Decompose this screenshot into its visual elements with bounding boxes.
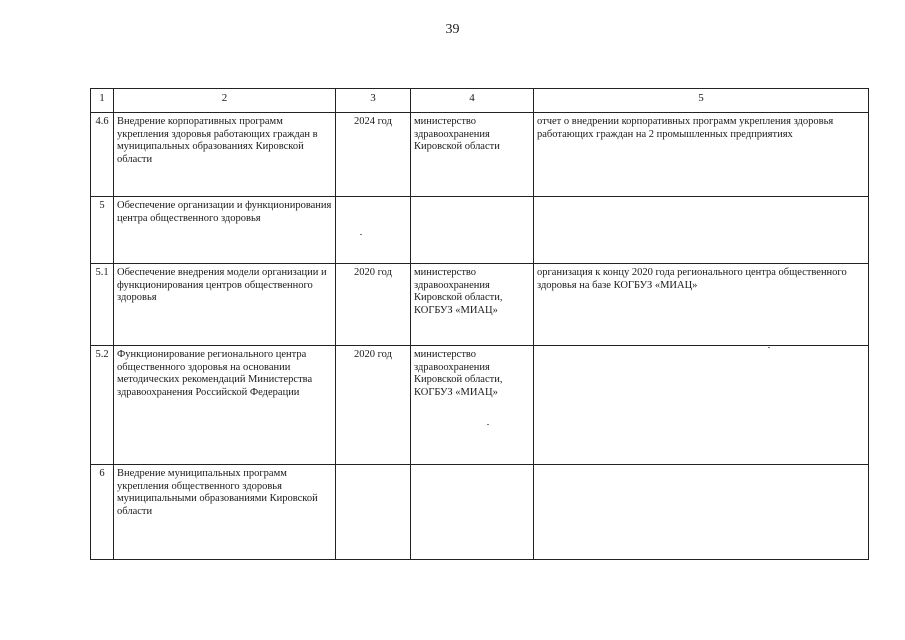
- table-row: [91, 346, 869, 465]
- scan-speck: [487, 424, 489, 425]
- event-cell: Функционирование регионального центра общественного здоровья на основании методических рекомендаций Министерства здравоохранения Российской Федерации: [114, 346, 336, 465]
- scan-speck: [360, 234, 362, 235]
- result-cell: организация к концу 2020 года регионального центра общественного здоровья на базе КОГБУЗ «МИАЦ»: [534, 264, 869, 346]
- row-number: 5.1: [91, 264, 114, 346]
- responsible-cell: министерство здравоохранения Кировской области, КОГБУЗ «МИАЦ»: [411, 264, 534, 346]
- responsible-cell: [411, 465, 534, 560]
- table-row: [91, 197, 869, 264]
- plan-table: [90, 88, 869, 560]
- deadline-cell: 2024 год: [336, 113, 411, 197]
- header-col-4: 4: [411, 89, 534, 113]
- header-col-1: 1: [91, 89, 114, 113]
- table-row: [91, 465, 869, 560]
- table-row: [91, 264, 869, 346]
- header-col-2: 2: [114, 89, 336, 113]
- header-col-5: 5: [534, 89, 869, 113]
- result-cell: отчет о внедрении корпоративных программ укрепления здоровья работающих граждан на 2 промышленных предприятиях: [534, 113, 869, 197]
- result-cell: [534, 465, 869, 560]
- scan-speck: [768, 347, 770, 348]
- page-number: 39: [445, 22, 460, 37]
- deadline-cell: [336, 465, 411, 560]
- responsible-cell: министерство здравоохранения Кировской области: [411, 113, 534, 197]
- header-col-3: 3: [336, 89, 411, 113]
- deadline-cell: [336, 197, 411, 264]
- deadline-cell: 2020 год: [336, 346, 411, 465]
- row-number: 6: [91, 465, 114, 560]
- responsible-cell: [411, 197, 534, 264]
- deadline-cell: 2020 год: [336, 264, 411, 346]
- row-number: 5.2: [91, 346, 114, 465]
- event-cell: Внедрение муниципальных программ укрепления общественного здоровья муниципальными образованиями Кировской области: [114, 465, 336, 560]
- responsible-cell: министерство здравоохранения Кировской области, КОГБУЗ «МИАЦ»: [411, 346, 534, 465]
- event-cell: Обеспечение организации и функционирования центра общественного здоровья: [114, 197, 336, 264]
- table-header-row: [91, 89, 869, 113]
- event-cell: Обеспечение внедрения модели организации и функционирования центров общественного здоровья: [114, 264, 336, 346]
- result-cell: [534, 197, 869, 264]
- result-cell: [534, 346, 869, 465]
- table-row: [91, 113, 869, 197]
- event-cell: Внедрение корпоративных программ укрепления здоровья работающих граждан в муниципальных образованиях Кировской области: [114, 113, 336, 197]
- row-number: 5: [91, 197, 114, 264]
- row-number: 4.6: [91, 113, 114, 197]
